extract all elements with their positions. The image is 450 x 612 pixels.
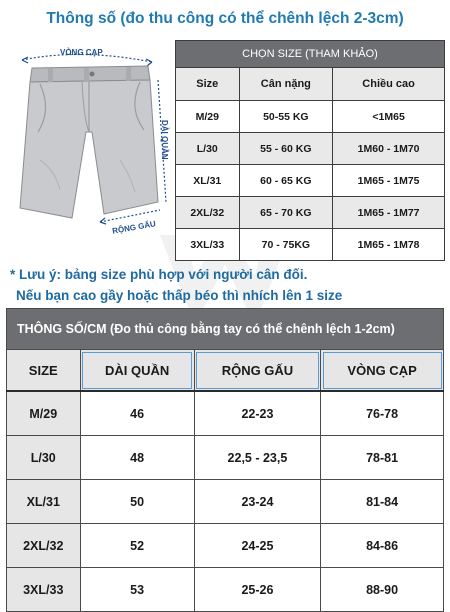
col-header-weight: Cân nặng [239, 68, 333, 101]
table-row [7, 436, 444, 480]
length-cell: 46 [80, 391, 194, 436]
col-header-size: SIZE [7, 350, 81, 392]
height-cell: <1M65 [333, 101, 445, 133]
table-row [7, 480, 444, 524]
table-row [7, 524, 444, 568]
size-cell: L/30 [7, 436, 81, 480]
weight-cell: 55 - 60 KG [239, 133, 333, 165]
table-row [176, 229, 445, 261]
hem-cell: 25-26 [194, 568, 320, 612]
waist-cell: 81-84 [321, 480, 444, 524]
fit-note [10, 264, 342, 306]
size-table-header: CHỌN SIZE (THAM KHẢO) [176, 41, 445, 68]
col-header-hem: RỘNG GẤU [194, 350, 320, 392]
hem-cell: 24-25 [194, 524, 320, 568]
shorts-illustration [0, 40, 180, 240]
col-header-length: DÀI QUẦN [80, 350, 194, 392]
waist-label: VÒNG CẠP [60, 48, 103, 57]
height-cell: 1M65 - 1M77 [333, 197, 445, 229]
hem-cell: 22-23 [194, 391, 320, 436]
table-row [7, 391, 444, 436]
table-row [176, 197, 445, 229]
size-cell: M/29 [7, 391, 81, 436]
weight-cell: 50-55 KG [239, 101, 333, 133]
size-cell: M/29 [176, 101, 240, 133]
size-cell: XL/31 [7, 480, 81, 524]
height-cell: 1M60 - 1M70 [333, 133, 445, 165]
measure-table-header: THÔNG SỐ/CM (Đo thủ công bằng tay có thể chênh lệch 1-2cm) [7, 309, 444, 350]
height-cell: 1M65 - 1M78 [333, 229, 445, 261]
weight-cell: 70 - 75KG [239, 229, 333, 261]
size-reference-table [175, 40, 445, 261]
size-cell: 2XL/32 [7, 524, 81, 568]
size-cell: XL/31 [176, 165, 240, 197]
waist-cell: 76-78 [321, 391, 444, 436]
shorts-image [0, 40, 180, 240]
waist-cell: 78-81 [321, 436, 444, 480]
length-cell: 48 [80, 436, 194, 480]
waist-cell: 88-90 [321, 568, 444, 612]
note-line-1: * Lưu ý: bảng size phù hợp với người cân đối. [10, 267, 308, 282]
table-row [176, 133, 445, 165]
length-cell: 52 [80, 524, 194, 568]
height-cell: 1M65 - 1M75 [333, 165, 445, 197]
table-row [176, 165, 445, 197]
hem-cell: 22,5 - 23,5 [194, 436, 320, 480]
size-cell: L/30 [176, 133, 240, 165]
weight-cell: 65 - 70 KG [239, 197, 333, 229]
length-cell: 50 [80, 480, 194, 524]
length-label: DÀI QUẦN [160, 120, 169, 160]
col-header-waist: VÒNG CẠP [321, 350, 444, 392]
table-row [176, 101, 445, 133]
col-header-height: Chiều cao [333, 68, 445, 101]
waist-cell: 84-86 [321, 524, 444, 568]
hem-label: RỘNG GẤU [111, 219, 157, 236]
measurement-table [6, 308, 444, 612]
size-cell: 3XL/33 [7, 568, 81, 612]
note-line-2: Nếu bạn cao gầy hoặc thấp béo thì nhích lên 1 size [16, 288, 343, 303]
size-cell: 3XL/33 [176, 229, 240, 261]
hem-cell: 23-24 [194, 480, 320, 524]
col-header-size: Size [176, 68, 240, 101]
size-cell: 2XL/32 [176, 197, 240, 229]
table-row [7, 568, 444, 612]
page-title: Thông số (đo thu công có thể chênh lệch 2-3cm) [46, 10, 404, 27]
weight-cell: 60 - 65 KG [239, 165, 333, 197]
length-cell: 53 [80, 568, 194, 612]
